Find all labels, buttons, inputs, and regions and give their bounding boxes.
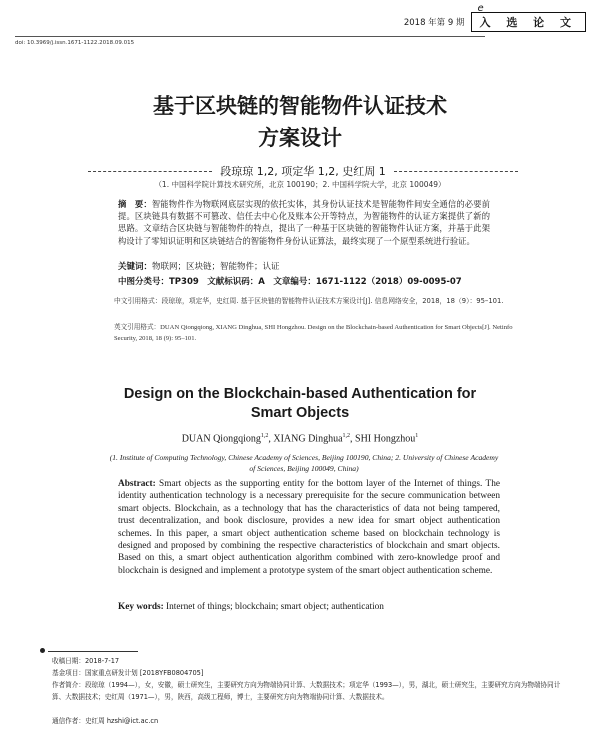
footnote-fund: 基金项目：国家重点研发计划 [2018YFB0804705] — [52, 669, 204, 677]
cn-keywords — [118, 260, 498, 272]
en-title-line2: Smart Objects — [250, 405, 350, 421]
doi-line: doi: 10.3969/j.issn.1671-1122.2018.09.015 — [15, 40, 135, 46]
en-title-line1: Design on the Blockchain-based Authentication for — [123, 386, 477, 402]
en-author-sup: 1 — [415, 433, 419, 439]
en-author: DUAN Qiongqiong — [181, 433, 261, 445]
footnote-rule — [48, 651, 138, 652]
cn-abstract — [118, 198, 490, 247]
en-title — [0, 385, 600, 423]
cn-keywords-label: 关键词： — [118, 262, 153, 272]
en-author-sup: 1,2 — [260, 433, 269, 439]
cn-title-line1: 基于区块链的智能物件认证技术 — [153, 94, 447, 118]
cn-classification: 中图分类号：TP309 文献标识码：A 文章编号：1671-1122（2018）09-0095-07 — [118, 277, 462, 287]
dash-divider-right — [394, 171, 518, 172]
dash-divider-left — [88, 171, 212, 172]
cn-title-line2: 方案设计 — [258, 126, 342, 150]
footnote-bullet-icon — [40, 648, 45, 653]
header-rule — [15, 36, 485, 37]
citation-cn: 中文引用格式：段琼琼，项定华，史红周. 基于区块链的智能物件认证技术方案设计[J]. 信息网络安全，2018，18（9）：95–101. — [114, 297, 504, 305]
en-abstract-label: Abstract: — [118, 479, 156, 489]
footnote-bio: 作者简介：段琼琼（1994—），女，安徽，硕士研究生，主要研究方向为物端协同计算、大数据技术；项定华（1993—），男，湖北，硕士研究生，主要研究方向为物端协同计算、大数据技术；史红周（1971—），男，陕西，高级工程师，博士，主要研究方向为物端协同计算、大数据技术。 — [52, 681, 561, 701]
en-keywords-label: Key words: — [118, 602, 164, 612]
section-badge — [471, 3, 587, 32]
cn-affiliation: （1. 中国科学院计算技术研究所，北京 100190；2. 中国科学院大学，北京 100049） — [154, 180, 446, 189]
cn-authors: 段琼琼 1,2, 项定华 1,2, 史红周 1 — [220, 165, 386, 178]
cn-abstract-label: 摘 要： — [118, 199, 152, 209]
en-keywords — [118, 602, 498, 612]
cn-title — [0, 90, 600, 154]
cn-keywords-text: 物联网；区块链；智能物件；认证 — [152, 262, 280, 272]
cn-abstract-text: 智能物件作为物联网底层实现的依托实体，其身份认证技术是智能物件间安全通信的必要前提。区块链具有数据不可篡改、信任去中心化及账本公开等特点，为智能物件的认证方案提供了新的思路。文章结合区块链与智能物件的特点，提出了一种基于区块链的智能物件认证方案，并基于此架构设计了零知识证明和区块链结合的智能物件身份认证算法，最终实现了一个原型系统进行验证。 — [118, 199, 490, 246]
en-abstract — [118, 478, 500, 577]
en-affiliation: (1. Institute of Computing Technology, Chinese Academy of Sciences, Beijing 100190, China; 2. University of Chinese Academy of Sciences, Beijing 100049, China) — [109, 453, 499, 473]
cn-authors-row — [88, 163, 518, 179]
e-mark: e — [477, 3, 490, 14]
footnote-contact: 通信作者：史红周 hzshi@ict.ac.cn — [52, 717, 159, 725]
en-author-sup: 1,2 — [342, 433, 351, 439]
en-keywords-text: Internet of things; blockchain; smart object; authentication — [166, 602, 384, 612]
en-abstract-text: Smart objects as the supporting entity for the bottom layer of the Internet of things. The identity authentication technology is a necessary prerequisite for the secure communication between smart objects. Blockchain, as a technology that has the characteristics of data not being tampered, trust decentralization, and book disclosure, provides a new idea for smart object authentication schemes. In this paper, a smart object authentication scheme based on blockchain technology is designed and proposed by combining the respective characteristics of blockchain and smart objects. Based on this, a smart object authentication algorithm combined with zero-knowledge proof and blockchain is designed and implement a prototype system of the smart object authentication scheme. — [118, 479, 500, 576]
section-label: 入 选 论 文 — [479, 16, 577, 29]
journal-header — [403, 3, 586, 32]
footnote-received: 收稿日期：2018-7-17 — [52, 657, 120, 665]
en-authors: DUAN Qiongqiong$^{1,2}$, XIANG Dinghua$^{1,2}$, SHI Hongzhou$^1$ — [181, 433, 419, 445]
issue-label: 2018 年第 9 期 — [403, 18, 465, 28]
en-author: XIANG Dinghua — [273, 433, 343, 445]
citation-en: 英文引用格式：DUAN Qiongqiong, XIANG Dinghua, SHI Hongzhou. Design on the Blockchain-based Authentication for Smart Objects[J]. Netinfo Security, 2018, 18 (9): 95–101. — [114, 324, 513, 342]
en-author: SHI Hongzhou — [355, 433, 416, 445]
